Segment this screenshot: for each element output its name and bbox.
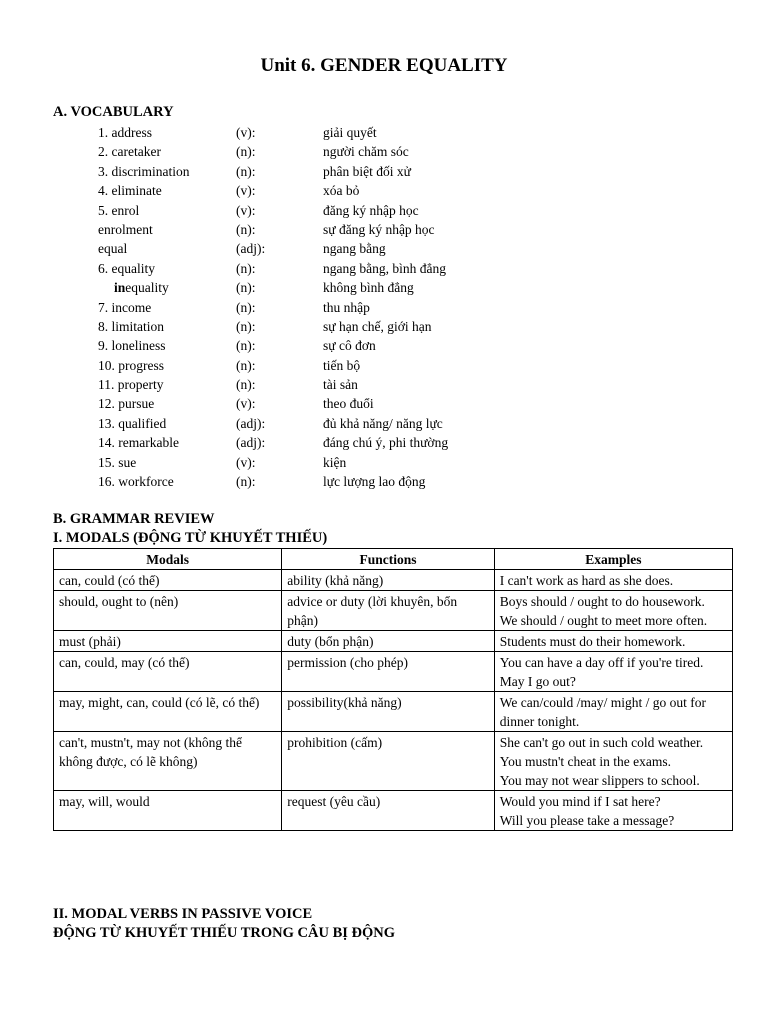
vocab-word: 3. discrimination — [98, 163, 190, 179]
cell-function: permission (cho phép) — [282, 652, 494, 692]
vocab-row — [0, 298, 768, 317]
cell-modal: may, might, can, could (có lẽ, có thể) — [54, 692, 282, 732]
cell-function: possibility(khả năng) — [282, 692, 494, 732]
example-line: Boys should / ought to do housework. — [499, 594, 705, 609]
modals-table — [53, 548, 733, 831]
vocab-word: 4. eliminate — [98, 183, 162, 199]
vocab-pos: (v): — [236, 396, 256, 412]
example-line: I can't work as hard as she does. — [499, 573, 674, 588]
vocab-pos: (n): — [236, 299, 256, 315]
section-heading-modals: I. MODALS (ĐỘNG TỪ KHUYẾT THIẾU) — [53, 530, 328, 546]
vocab-word: enrolment — [98, 221, 153, 237]
vocab-meaning: sự đăng ký nhập học — [323, 221, 435, 237]
table-row — [54, 692, 733, 732]
vocab-meaning: kiện — [323, 454, 347, 470]
column-header-functions: Functions — [282, 549, 494, 570]
vocab-pos: (adj): — [236, 415, 266, 431]
column-header-modals: Modals — [54, 549, 282, 570]
example-line: She can't go out in such cold weather. You mustn't cheat in the exams. — [499, 735, 704, 769]
vocab-row — [0, 433, 768, 452]
vocab-word — [114, 278, 169, 297]
vocab-pos: (n): — [236, 280, 256, 296]
vocab-meaning: ngang bằng, bình đẳng — [323, 260, 446, 276]
section-heading-vocabulary: A. VOCABULARY — [53, 104, 174, 120]
vocab-pos: (n): — [236, 163, 256, 179]
vocab-word: 12. pursue — [98, 396, 155, 412]
vocab-meaning: sự cô đơn — [323, 338, 376, 354]
column-header-examples: Examples — [494, 549, 732, 570]
vocab-row — [0, 181, 768, 200]
table-row — [54, 570, 733, 591]
cell-modal: can't, mustn't, may not (không thể không được, có lẽ không) — [54, 732, 282, 791]
cell-examples — [494, 791, 732, 831]
vocab-row — [0, 356, 768, 375]
vocab-pos: (v): — [236, 202, 256, 218]
cell-examples — [494, 591, 732, 631]
vocab-row — [0, 220, 768, 239]
cell-examples — [494, 631, 732, 652]
cell-modal: can, could, may (có thể) — [54, 652, 282, 692]
vocab-pos: (n): — [236, 357, 256, 373]
vocab-word: 14. remarkable — [98, 435, 179, 451]
vocab-pos: (adj): — [236, 435, 266, 451]
table-row — [54, 591, 733, 631]
vocab-row — [0, 201, 768, 220]
vocab-pos: (v): — [236, 183, 256, 199]
table-header-row — [54, 549, 733, 570]
example-line: You can have a day off if you're tired. — [499, 655, 704, 670]
vocab-meaning: người chăm sóc — [323, 144, 409, 160]
vocab-pos: (adj): — [236, 241, 266, 257]
page-title: Unit 6. GENDER EQUALITY — [260, 55, 508, 76]
vocab-row — [0, 142, 768, 161]
cell-examples — [494, 652, 732, 692]
vocab-word: 1. address — [98, 125, 152, 140]
example-line: Would you mind if I sat here? — [499, 794, 661, 809]
cell-modal: can, could (có thể) — [54, 570, 282, 591]
section-heading-grammar: B. GRAMMAR REVIEW — [53, 511, 215, 527]
section-heading-passive: II. MODAL VERBS IN PASSIVE VOICE — [53, 906, 313, 922]
cell-function: prohibition (cấm) — [282, 732, 494, 791]
example-line: Will you please take a message? — [499, 813, 675, 828]
vocab-word-prefix: in — [114, 280, 126, 296]
cell-function: duty (bổn phận) — [282, 631, 494, 652]
vocab-meaning: đáng chú ý, phi thường — [323, 435, 449, 451]
vocab-pos: (n): — [236, 474, 256, 490]
vocab-row — [0, 317, 768, 336]
vocab-pos: (v): — [236, 125, 256, 140]
cell-examples — [494, 692, 732, 732]
vocab-word: 7. income — [98, 299, 152, 315]
vocab-meaning: sự hạn chế, giới hạn — [323, 318, 432, 334]
vocab-meaning: phân biệt đối xử — [323, 163, 411, 179]
vocab-word: 9. loneliness — [98, 338, 166, 354]
vocab-word: 5. enrol — [98, 202, 140, 218]
vocab-word: 10. progress — [98, 357, 164, 373]
vocab-meaning: không bình đẳng — [323, 280, 414, 296]
vocab-word-stem: equality — [125, 280, 169, 296]
vocab-word: 8. limitation — [98, 318, 164, 334]
section-heading-passive-vi: ĐỘNG TỪ KHUYẾT THIẾU TRONG CÂU BỊ ĐỘNG — [53, 925, 396, 941]
vocab-row — [0, 414, 768, 433]
cell-function: ability (khả năng) — [282, 570, 494, 591]
table-row — [54, 791, 733, 831]
vocab-pos: (v): — [236, 454, 256, 470]
cell-examples — [494, 570, 732, 591]
cell-examples — [494, 732, 732, 791]
vocab-pos: (n): — [236, 377, 256, 393]
vocab-meaning: đăng ký nhập học — [323, 202, 419, 218]
cell-modal: may, will, would — [54, 791, 282, 831]
vocab-row — [0, 453, 768, 472]
vocab-meaning: giải quyết — [323, 125, 377, 140]
vocab-row — [0, 472, 768, 491]
vocab-row — [0, 259, 768, 278]
vocab-meaning: lực lượng lao động — [323, 474, 426, 490]
vocab-row — [0, 239, 768, 258]
vocabulary-list — [0, 123, 768, 491]
vocab-meaning: ngang bằng — [323, 241, 386, 257]
vocab-row — [0, 394, 768, 413]
vocab-word: 15. sue — [98, 454, 137, 470]
example-line: May I go out? — [499, 674, 576, 689]
vocab-pos: (n): — [236, 144, 256, 160]
vocab-row — [0, 278, 768, 297]
example-line: We can/could /may/ might / go out for dinner tonight. — [499, 695, 706, 729]
cell-modal: must (phải) — [54, 631, 282, 652]
table-row — [54, 652, 733, 692]
example-line: You may not wear slippers to school. — [499, 773, 700, 788]
vocab-pos: (n): — [236, 260, 256, 276]
vocab-pos: (n): — [236, 221, 256, 237]
vocab-meaning: đủ khả năng/ năng lực — [323, 415, 443, 431]
vocab-pos: (n): — [236, 338, 256, 354]
cell-function: advice or duty (lời khuyên, bổn phận) — [282, 591, 494, 631]
example-line: We should / ought to meet more often. — [499, 613, 708, 628]
table-row — [54, 631, 733, 652]
vocab-meaning: tiến bộ — [323, 357, 361, 373]
vocab-row — [0, 123, 768, 142]
vocab-pos: (n): — [236, 318, 256, 334]
vocab-row — [0, 375, 768, 394]
vocab-word: 6. equality — [98, 260, 155, 276]
vocab-meaning: tài sản — [323, 377, 358, 393]
cell-function: request (yêu cầu) — [282, 791, 494, 831]
vocab-word: equal — [98, 241, 128, 257]
cell-modal: should, ought to (nên) — [54, 591, 282, 631]
example-line: Students must do their homework. — [499, 634, 686, 649]
vocab-word: 13. qualified — [98, 415, 167, 431]
table-row — [54, 732, 733, 791]
vocab-word: 2. caretaker — [98, 144, 161, 160]
vocab-meaning: xóa bỏ — [323, 183, 360, 199]
vocab-row — [0, 336, 768, 355]
vocab-meaning: theo đuổi — [323, 396, 374, 412]
vocab-row — [0, 162, 768, 181]
vocab-word: 16. workforce — [98, 474, 174, 490]
vocab-meaning: thu nhập — [323, 299, 370, 315]
vocab-word: 11. property — [98, 377, 164, 393]
